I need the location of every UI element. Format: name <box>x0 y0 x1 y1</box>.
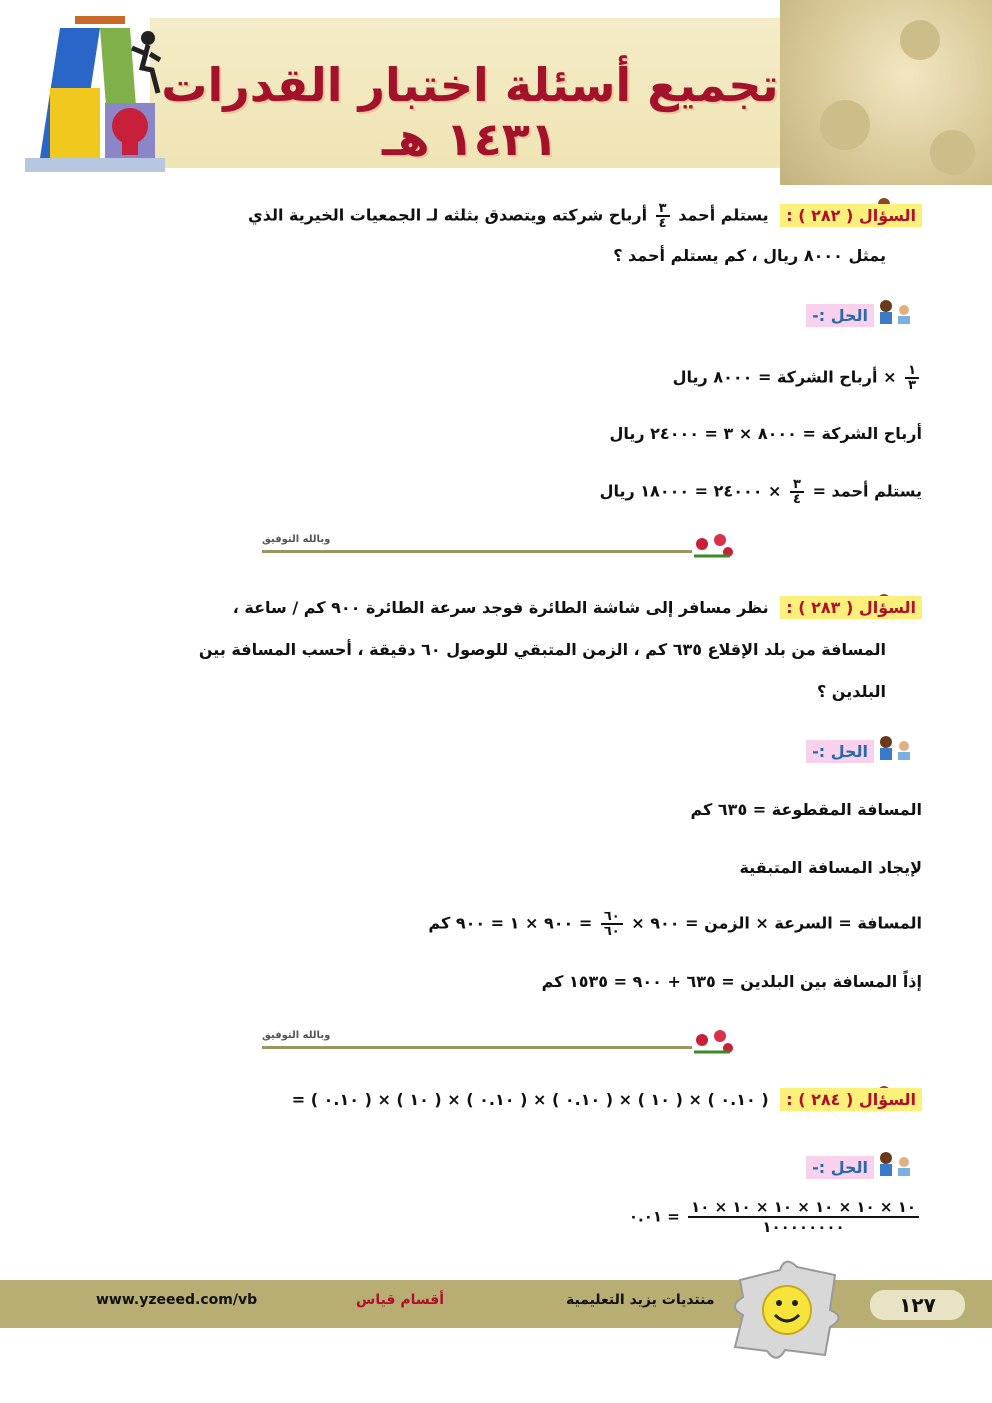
fraction: $\frac{٣}{٤}$ <box>790 478 804 506</box>
roses-icon <box>690 532 736 560</box>
solution-step: $\frac{١}{٣}$ × أرباح الشركة = ٨٠٠٠ ريال <box>673 364 922 392</box>
solution-label: الحل :- <box>806 304 874 327</box>
question-label: السؤال ( ٢٨٤ ) : <box>780 1088 922 1111</box>
question-label: السؤال ( ٢٨٣ ) : <box>780 596 922 619</box>
puzzle-decoration <box>780 0 992 185</box>
teacher-student-icon <box>876 298 914 326</box>
question-282: السؤال ( ٢٨٢ ) : يستلم أحمد $\frac{٣}{٤}$ أرباح شركته ويتصدق بثلثه لـ الجمعيات الخيرية الذي <box>248 202 922 230</box>
alphabet-blocks-logo <box>20 8 170 178</box>
section-link[interactable]: أقسام قياس <box>356 1292 445 1308</box>
solution-label: الحل :- <box>806 1156 874 1179</box>
page-title: تجميع أسئلة اختبار القدرات ١٤٣١ هـ <box>161 58 779 166</box>
fraction: $\frac{٦٠}{٦٠}$ <box>601 910 623 938</box>
question-text-line: البلدين ؟ <box>816 682 886 701</box>
forum-name: منتديات يزيد التعليمية <box>566 1292 715 1308</box>
smiley-puzzle-icon <box>725 1255 850 1365</box>
solution-step: إذاً المسافة بين البلدين = ٦٣٥ + ٩٠٠ = ١٥٣٥ كم <box>541 972 922 991</box>
question-text-line: المسافة من بلد الإقلاع ٦٣٥ كم ، الزمن المتبقي للوصول ٦٠ دقيقة ، أحسب المسافة بين <box>198 640 886 659</box>
teacher-student-icon <box>876 1150 914 1178</box>
solution-step: أرباح الشركة = ٨٠٠٠ × ٣ = ٢٤٠٠٠ ريال <box>609 424 922 443</box>
fraction: $\frac{١}{٣}$ <box>905 364 919 392</box>
question-283: السؤال ( ٢٨٣ ) : نظر مسافر إلى شاشة الطائرة فوجد سرعة الطائرة ٩٠٠ كم / ساعة ، <box>233 598 922 617</box>
solution-step: لإيجاد المسافة المتبقية <box>739 858 922 877</box>
website-url[interactable]: www.yzeeed.com/vb <box>96 1292 258 1308</box>
page-number: ١٢٧ <box>870 1290 965 1320</box>
separator: وبالله التوفيق <box>262 1034 692 1054</box>
solution-step: المسافة المقطوعة = ٦٣٥ كم <box>690 800 922 819</box>
question-label: السؤال ( ٢٨٢ ) : <box>780 204 922 227</box>
teacher-student-icon <box>876 734 914 762</box>
fraction: $\frac{٣}{٤}$ <box>656 202 670 230</box>
roses-icon <box>690 1028 736 1056</box>
separator: وبالله التوفيق <box>262 538 692 558</box>
header-banner <box>0 0 992 185</box>
solution-fraction: $\frac{١٠ \times ١٠ \times ١٠ \times ١٠ \times ١٠ \times ١٠}{١٠٠٠٠٠٠٠٠}$ = ٠.٠١ <box>629 1198 922 1236</box>
solution-label: الحل :- <box>806 740 874 763</box>
question-284: السؤال ( ٢٨٤ ) : ( ٠.١٠ ) × ( ١٠ ) × ( ٠.١٠ ) × ( ٠.١٠ ) × ( ١٠ ) × ( ٠.١٠ ) = <box>292 1090 922 1109</box>
question-text-line: يمثل ٨٠٠٠ ريال ، كم يستلم أحمد ؟ <box>613 246 886 265</box>
solution-step: المسافة = السرعة × الزمن = ٩٠٠ × $\frac{٦٠}{٦٠}$ = ٩٠٠ × ١ = ٩٠٠ كم <box>428 909 922 939</box>
solution-step: يستلم أحمد = $\frac{٣}{٤}$ × ٢٤٠٠٠ = ١٨٠٠٠ ريال <box>599 477 922 507</box>
